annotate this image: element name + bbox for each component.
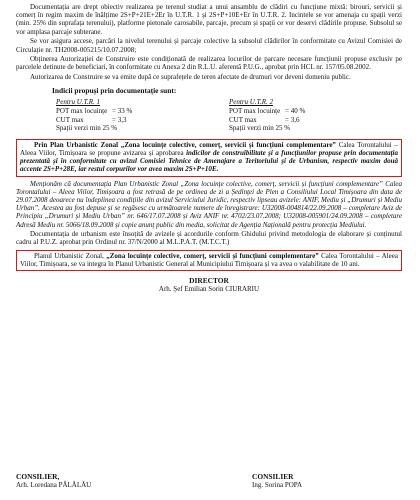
paragraph-conform: Documentația de urbanism este însoțită de avizele și acordurile conform Ghidului privind metodologia de elaborare și conținutul cadru al P.U.Z. aprobat prin Ordinul nr. 37/N/2000 al M.L.P.A.T. (M.T.C.T.) (16, 230, 402, 247)
director-name: Arh. Șef Emilian Sorin CIURARIU (158, 285, 260, 294)
consilier-signatures (16, 473, 402, 490)
consilier-right (252, 473, 402, 490)
consilier-left (16, 473, 91, 490)
consilier-right-title: CONSILIER (252, 471, 294, 481)
mention-text: Menționăm că documentația Plan Urbanistic Zonal „Zona locuințe colective, comerț, servicii și funcțiuni complementare” Calea Torontalului – Aleea Viilor, Timișoara a fost retrasă de pe ordinea de zi a Ședinței de Plen a Consiliului Local Timișoara din data de 29.07.2008 deoarece nu îndeplinea condițiile din avizul Serviciului Juridic, respectiv lipseau avizele: ANIF, Mediu și „Drumuri și Mediu Urban”. Acestea au fost depuse și se regăsesc cu următoarele numere de înregistrare: U32008-004814/22.09.2008 – completare Aviz de Principiu „Drumuri și Mediu Urban” nr. 646/17.07.2008 și Aviz ANIF nr. 4702/23.07.2008; U32008-005901/24.09.2008 – completare Adresă Mediu nr. 5066/18.09.2008 și copie anunț public din media, solicitat de Agenția Națională pentru protecția Mediului. (16, 179, 402, 229)
utr1-row (56, 124, 229, 133)
utr2-row (229, 116, 402, 125)
utr1-row (56, 116, 229, 125)
utr1-title: Pentru U.T.R. 1 (56, 98, 101, 107)
utr2-row-label: Spații verzi min 25 % (229, 124, 291, 133)
utr1-row-value: = 33 % (112, 106, 133, 115)
highlight-box-approval (16, 139, 402, 177)
consilier-right-name: Ing. Sorina POPA (252, 481, 303, 490)
utr2-row (229, 124, 402, 133)
approval-lead: Prin Plan Urbanistic Zonal „Zona locuințe colective, comerț, servicii și funcțiuni complementare” (34, 140, 336, 149)
utr2-row-label: CUT max (229, 115, 257, 124)
indices-table (56, 98, 402, 132)
utr2-row-value: = 3,6 (285, 115, 300, 124)
utr2-title: Pentru U.T.R. 2 (229, 98, 274, 107)
indices-heading: Indicii propuși prin documentație sunt: (52, 86, 177, 96)
highlight-box-integration (16, 250, 402, 271)
paragraph-access: Se vor asigura accese, parcări la nivelul terenului și parcaje colective la subsolul clădirilor în conformitate cu Avizul Comisiei de Circulație nr. TH2008-005215/10.07.2008; (16, 37, 402, 54)
utr2-row (229, 107, 402, 116)
integration-end: Calea Torontalului – Aleea Viilor, Timișoara, se va integra în Planul Urbanistic General al Municipiului Timișoara și va avea o valabilitate de 10 ani. (20, 251, 398, 268)
utr2-row-value: = 40 % (285, 106, 306, 115)
director-title: DIRECTOR (189, 276, 229, 286)
utr1-column (56, 98, 229, 132)
consilier-left-title: CONSILIER, (16, 471, 60, 481)
paragraph-mention (16, 180, 402, 229)
utr1-row-value: = 3,3 (112, 115, 127, 124)
utr2-column (229, 98, 402, 132)
director-signature (16, 277, 402, 294)
utr1-row-label: CUT max (56, 115, 84, 124)
utr1-row-label: POT max locuințe (56, 106, 108, 115)
paragraph-public-domain: Autorizarea de Construire se va emite după ce suprafețele de teren afectate de drumuri vor deveni domeniu public. (30, 73, 351, 82)
approval-paragraph (20, 141, 398, 174)
integration-paragraph (20, 252, 398, 268)
utr1-row-label: Spații verzi min 25 % (56, 124, 118, 133)
approval-mid: Calea Torontalului – Aleea Viilor, Timișoara se propune avizarea și aprobarea (20, 140, 399, 157)
integration-start: Planul Urbanistic Zonal, (34, 251, 107, 260)
approval-italic: indicilor de construibilitate și a funcțiunilor propuse prin documentația prezentată și în conformitate cu avizul Comisiei Tehnice de Amenajare a Teritoriului și de Urbanism, respectiv maxim două accente 2S+P+28E, iar restul corpurilor vor avea maxim 2S+P+10E. (20, 148, 398, 174)
utr2-row-label: POT max locuințe (229, 106, 281, 115)
paragraph-objective: Documentația are drept obiectiv realizarea pe terenul studiat a unui ansamblu de clădiri cu funcțiune mixtă: birouri, servicii și comerț în regim maxim de înălțime 2S+P+21E+2Er în U.T.R. 1 și 2S+P+10E+Er în U.T.R. 2. Incintele se vor amenaja cu spații verzi (min. 25% din suprafața terenului), platforme pietonale carosabile, parcaje, precum și spații ce vor deservi clădirile propuse. Subsolul se vor amplasa parcaje subterane. (16, 3, 402, 36)
paragraph-authorization: Obținerea Autorizației de Construire este condiționată de realizarea locurilor de parcare necesare funcțiunii propuse exclusiv pe parcelele detinute de beneficiari, în conformitate cu Anexa 2 din R.L.U. aferentă P.U.G., aprobat prin HCL nr. 157/05.08.2002. (16, 55, 402, 72)
consilier-left-name: Arh. Loredana PĂLĂLĂU (16, 481, 92, 490)
integration-bold: „Zona locuințe colective, comerț, servicii și funcțiuni complementare” (106, 251, 319, 260)
utr1-row (56, 107, 229, 116)
